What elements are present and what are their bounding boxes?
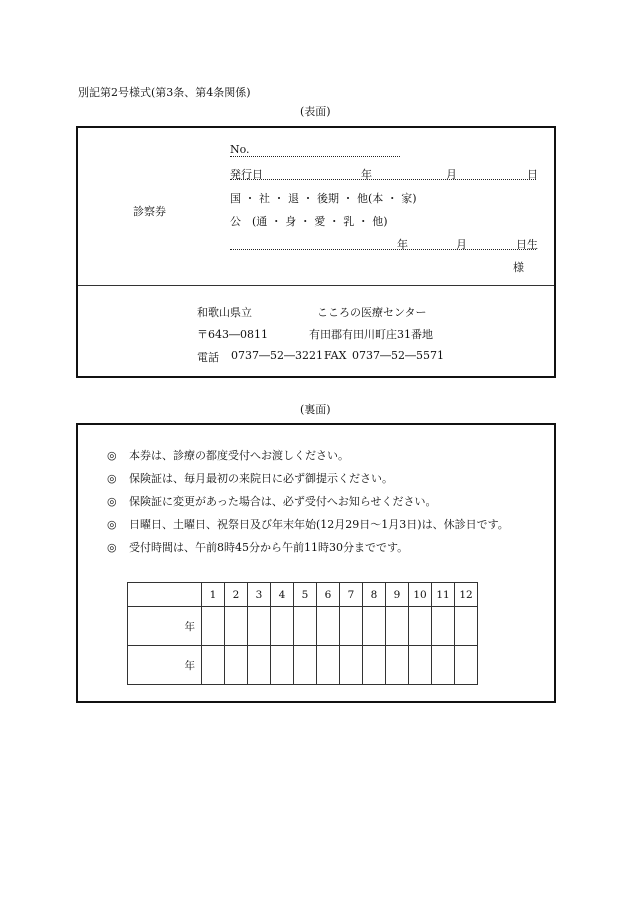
- note-text: 保険証は、毎月最初の来院日に必ず御提示ください。: [129, 472, 393, 485]
- visit-record-table: [127, 582, 478, 685]
- back-side-label: (裏面): [300, 403, 331, 416]
- table-cell: [363, 607, 386, 646]
- table-cell: [202, 646, 225, 685]
- table-cell: [271, 607, 294, 646]
- month-header: 6: [317, 583, 340, 607]
- postal-code: 〒643―0811: [197, 328, 268, 341]
- name-birth-line: [230, 249, 536, 250]
- month-header: 7: [340, 583, 363, 607]
- issue-year: 年: [361, 168, 372, 181]
- note-text: 本券は、診療の都度受付へお渡しください。: [129, 449, 349, 462]
- front-card-divider: [78, 285, 554, 286]
- bullet-icon: ◎: [107, 495, 117, 508]
- table-cell: [455, 607, 478, 646]
- note-item: [107, 493, 437, 509]
- table-cell: [455, 646, 478, 685]
- note-item: [107, 539, 408, 555]
- note-text: 保険証に変更があった場合は、必ず受付へお知らせください。: [129, 495, 437, 508]
- month-header: 12: [455, 583, 478, 607]
- no-label: No.: [230, 143, 250, 156]
- table-cell: [271, 646, 294, 685]
- issue-day: 日: [527, 168, 538, 181]
- table-cell: [294, 607, 317, 646]
- issue-month: 月: [446, 168, 457, 181]
- birth-day: 日生: [516, 238, 538, 251]
- card-title: 診察券: [133, 205, 166, 218]
- bullet-icon: ◎: [107, 472, 117, 485]
- bullet-icon: ◎: [107, 541, 117, 554]
- table-cell: [248, 646, 271, 685]
- note-item: [107, 470, 393, 486]
- month-header: 10: [409, 583, 432, 607]
- table-cell: [432, 607, 455, 646]
- note-item: [107, 516, 509, 532]
- no-line: [230, 156, 400, 157]
- form-label: 別記第2号様式(第3条、第4条関係): [78, 86, 251, 99]
- table-cell: [340, 607, 363, 646]
- issue-date-line: [230, 179, 536, 180]
- birth-month: 月: [456, 238, 467, 251]
- table-cell: [340, 646, 363, 685]
- birth-year: 年: [397, 238, 408, 251]
- table-cell: [409, 607, 432, 646]
- insurance-type-row: 国 ・ 社 ・ 退 ・ 後期 ・ 他(本 ・ 家): [230, 192, 417, 205]
- bullet-icon: ◎: [107, 518, 117, 531]
- phone-label: 電話: [197, 351, 219, 364]
- note-text: 日曜日、土曜日、祝祭日及び年末年始(12月29日～1月3日)は、休診日です。: [129, 518, 509, 531]
- address: 有田郡有田川町庄31番地: [309, 328, 433, 341]
- table-cell: [317, 607, 340, 646]
- fax-label: FAX: [324, 349, 347, 362]
- note-item: [107, 447, 349, 463]
- year-label: 年: [128, 607, 202, 646]
- month-header: 5: [294, 583, 317, 607]
- phone-number: 0737―52―3221: [231, 349, 323, 362]
- year-label: 年: [128, 646, 202, 685]
- note-text: 受付時間は、午前8時45分から午前11時30分までです。: [129, 541, 409, 554]
- table-cell: [432, 646, 455, 685]
- fax-number: 0737―52―5571: [352, 349, 444, 362]
- month-header: 1: [202, 583, 225, 607]
- table-cell: [363, 646, 386, 685]
- issue-date-label: 発行日: [230, 168, 263, 181]
- table-cell: [294, 646, 317, 685]
- org-name: こころの医療センター: [317, 306, 427, 319]
- bullet-icon: ◎: [107, 449, 117, 462]
- table-row: [128, 646, 478, 685]
- table-cell: [386, 646, 409, 685]
- table-cell: [225, 607, 248, 646]
- table-cell: [386, 607, 409, 646]
- org-prefecture: 和歌山県立: [197, 306, 252, 319]
- table-cell: [409, 646, 432, 685]
- table-corner-cell: [128, 583, 202, 607]
- table-cell: [225, 646, 248, 685]
- table-cell: [317, 646, 340, 685]
- front-side-label: (表面): [300, 105, 331, 118]
- month-header: 4: [271, 583, 294, 607]
- month-header: 3: [248, 583, 271, 607]
- month-header: 8: [363, 583, 386, 607]
- public-expense-row: 公 (通 ・ 身 ・ 愛 ・ 乳 ・ 他): [230, 215, 388, 228]
- month-header: 11: [432, 583, 455, 607]
- table-row: [128, 607, 478, 646]
- table-header-row: [128, 583, 478, 607]
- honorific: 様: [513, 261, 524, 274]
- table-cell: [248, 607, 271, 646]
- table-cell: [202, 607, 225, 646]
- month-header: 2: [225, 583, 248, 607]
- month-header: 9: [386, 583, 409, 607]
